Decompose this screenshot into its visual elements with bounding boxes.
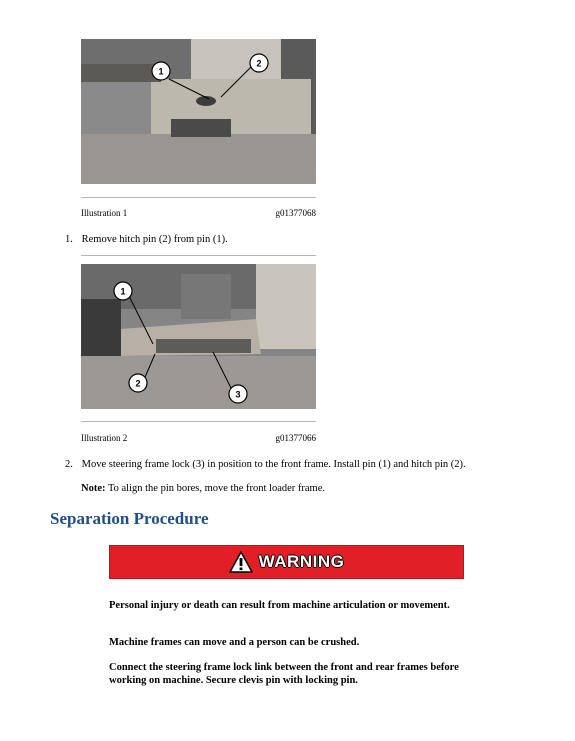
warning-banner bbox=[109, 545, 464, 579]
callout-2 bbox=[129, 374, 147, 392]
caption-label: Illustration 2 bbox=[81, 433, 128, 443]
callout-3 bbox=[229, 385, 247, 403]
caption-rule bbox=[81, 255, 316, 256]
caption-label: Illustration 1 bbox=[81, 208, 128, 218]
svg-text:3: 3 bbox=[235, 389, 241, 400]
warning-paragraph: Connect the steering frame lock link between the front and rear frames before working on machine. Secure clevis pin with locking pin. bbox=[109, 662, 459, 686]
illustration-2-caption bbox=[81, 433, 316, 443]
step-number: 2. bbox=[65, 459, 73, 470]
step-number: 1. bbox=[65, 234, 73, 245]
illustration-2-photo bbox=[81, 264, 316, 409]
note-label: Note: bbox=[81, 483, 106, 494]
caption-rule bbox=[81, 197, 316, 198]
note bbox=[81, 483, 325, 494]
illustration-1-caption bbox=[81, 208, 316, 218]
callout-1 bbox=[114, 282, 132, 300]
illustration-1-photo bbox=[81, 39, 316, 184]
svg-text:2: 2 bbox=[135, 378, 141, 389]
svg-text:1: 1 bbox=[158, 66, 164, 77]
section-heading: Separation Procedure bbox=[50, 509, 209, 528]
note-text: To align the pin bores, move the front loader frame. bbox=[107, 483, 326, 494]
caption-rule bbox=[81, 421, 316, 422]
step-text: Move steering frame lock (3) in position to the front frame. Install pin (1) and hitch pin (2). bbox=[81, 459, 466, 470]
warning-paragraph: Machine frames can move and a person can be crushed. bbox=[109, 637, 360, 648]
warning-label: WARNING bbox=[258, 552, 345, 571]
callout-1 bbox=[152, 62, 170, 80]
step-2 bbox=[65, 459, 466, 470]
warning-triangle-icon bbox=[229, 551, 253, 573]
caption-id: g01377066 bbox=[275, 433, 316, 443]
svg-text:1: 1 bbox=[120, 286, 126, 297]
step-text: Remove hitch pin (2) from pin (1). bbox=[81, 234, 228, 245]
callout-2 bbox=[250, 54, 268, 72]
caption-id: g01377068 bbox=[275, 208, 316, 218]
svg-text:2: 2 bbox=[256, 58, 262, 69]
warning-paragraph: Personal injury or death can result from machine articulation or movement. bbox=[109, 600, 450, 611]
step-1 bbox=[65, 234, 228, 245]
